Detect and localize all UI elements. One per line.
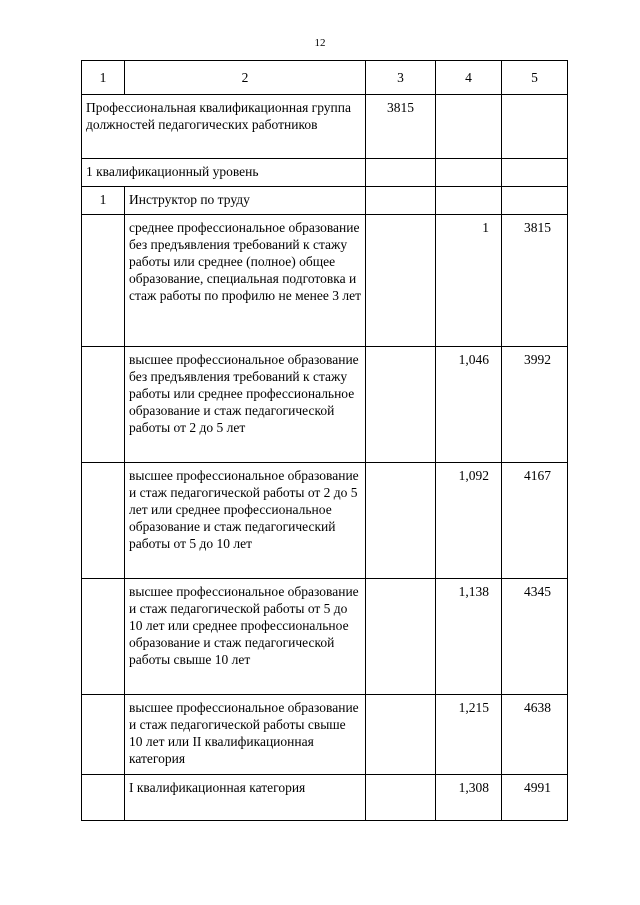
header-row (82, 61, 568, 95)
salary-cell: 4167 (502, 463, 568, 579)
header-cell-3: 3 (366, 61, 436, 95)
header-cell-2: 2 (125, 61, 366, 95)
requirement-cell: высшее профессиональное образование и стаж педагогической работы от 2 до 5 лет или среднее профессиональное образование и стаж педагогический работы от 5 до 10 лет (125, 463, 366, 579)
table-row (82, 695, 568, 775)
position-title: Инструктор по труду (125, 187, 366, 215)
level-title: 1 квалификационный уровень (82, 159, 366, 187)
requirement-cell: среднее профессиональное образование без предъявления требований к стажу работы или среднее (полное) общее образование, специальная подготовка и стаж работы по профилю не менее 3 лет (125, 215, 366, 347)
coefficient-cell: 1,215 (436, 695, 502, 775)
group-base-salary: 3815 (366, 95, 436, 159)
salary-cell: 3815 (502, 215, 568, 347)
requirement-cell: высшее профессиональное образование и стаж педагогической работы от 5 до 10 лет или среднее профессиональное образование и стаж педагогической работы свыше 10 лет (125, 579, 366, 695)
header-cell-1: 1 (82, 61, 125, 95)
header-cell-4: 4 (436, 61, 502, 95)
coefficient-cell: 1,138 (436, 579, 502, 695)
salary-cell: 4638 (502, 695, 568, 775)
requirement-cell: высшее профессиональное образование и стаж педагогической работы свыше 10 лет или II квалификационная категория (125, 695, 366, 775)
requirement-cell: высшее профессиональное образование без предъявления требований к стажу работы или среднее профессиональное образование и стаж педагогической работы от 2 до 5 лет (125, 347, 366, 463)
coefficient-cell: 1,046 (436, 347, 502, 463)
table-row (82, 775, 568, 821)
salary-cell: 3992 (502, 347, 568, 463)
table-row (82, 579, 568, 695)
salary-table (81, 60, 568, 821)
group-title: Профессиональная квалификационная группа должностей педагогических работников (82, 95, 366, 159)
table-row (82, 347, 568, 463)
table-row (82, 215, 568, 347)
requirement-cell: I квалификационная категория (125, 775, 366, 821)
salary-cell: 4991 (502, 775, 568, 821)
header-cell-5: 5 (502, 61, 568, 95)
salary-cell: 4345 (502, 579, 568, 695)
position-row (82, 187, 568, 215)
coefficient-cell: 1,092 (436, 463, 502, 579)
level-row (82, 159, 568, 187)
group-row (82, 95, 568, 159)
page-number: 12 (314, 37, 326, 49)
position-number: 1 (82, 187, 125, 215)
coefficient-cell: 1 (436, 215, 502, 347)
table-row (82, 463, 568, 579)
coefficient-cell: 1,308 (436, 775, 502, 821)
